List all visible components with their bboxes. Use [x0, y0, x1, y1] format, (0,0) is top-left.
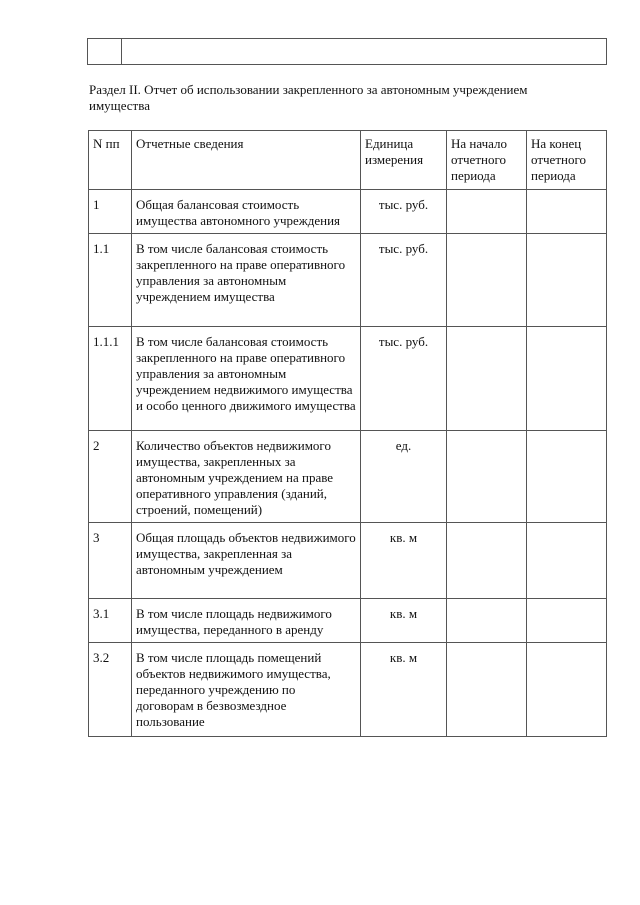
row-num: 3	[89, 523, 132, 599]
row-description: В том числе площадь помещений объектов недвижимого имущества, переданного учреждению по договорам в безвозмездное пользование	[132, 643, 361, 737]
header-description: Отчетные сведения	[132, 131, 361, 190]
row-value-start	[447, 431, 527, 523]
row-description: Количество объектов недвижимого имущества, закрепленных за автономным учреждением на праве оперативного управления (зданий, строений, помещений)	[132, 431, 361, 523]
row-unit: тыс. руб.	[361, 234, 447, 327]
header-period-start: На начало отчетного периода	[447, 131, 527, 190]
table-row	[89, 431, 607, 523]
row-num: 2	[89, 431, 132, 523]
row-unit: кв. м	[361, 599, 447, 643]
row-value-end	[527, 234, 607, 327]
row-unit: кв. м	[361, 643, 447, 737]
row-unit: ед.	[361, 431, 447, 523]
header-unit: Единица измерения	[361, 131, 447, 190]
report-table	[88, 130, 607, 737]
row-unit: кв. м	[361, 523, 447, 599]
table-row	[89, 523, 607, 599]
row-value-end	[527, 431, 607, 523]
row-value-end	[527, 599, 607, 643]
row-value-end	[527, 523, 607, 599]
table-row	[89, 643, 607, 737]
row-value-start	[447, 643, 527, 737]
header-num: N пп	[89, 131, 132, 190]
row-value-start	[447, 523, 527, 599]
table-row	[89, 234, 607, 327]
row-description: Общая площадь объектов недвижимого имущества, закрепленная за автономным учреждением	[132, 523, 361, 599]
row-num: 1.1	[89, 234, 132, 327]
row-num: 3.1	[89, 599, 132, 643]
row-value-start	[447, 234, 527, 327]
top-table-fragment	[87, 38, 607, 65]
row-unit: тыс. руб.	[361, 190, 447, 234]
header-period-end: На конец отчетного периода	[527, 131, 607, 190]
table-row	[89, 599, 607, 643]
row-description: В том числе площадь недвижимого имущества, переданного в аренду	[132, 599, 361, 643]
header-row	[89, 131, 607, 190]
row-value-end	[527, 327, 607, 431]
row-description: В том числе балансовая стоимость закрепленного на праве оперативного управления за автономным учреждением недвижимого имущества и особо ценного движимого имущества	[132, 327, 361, 431]
row-value-end	[527, 190, 607, 234]
row-value-start	[447, 599, 527, 643]
table-row	[89, 190, 607, 234]
row-num: 3.2	[89, 643, 132, 737]
row-value-start	[447, 190, 527, 234]
row-description: В том числе балансовая стоимость закрепленного на праве оперативного управления за автономным учреждением имущества	[132, 234, 361, 327]
row-num: 1.1.1	[89, 327, 132, 431]
top-table-divider	[121, 39, 122, 64]
row-num: 1	[89, 190, 132, 234]
row-value-start	[447, 327, 527, 431]
section-title: Раздел II. Отчет об использовании закрепленного за автономным учреждением имущества	[89, 82, 528, 113]
row-value-end	[527, 643, 607, 737]
row-unit: тыс. руб.	[361, 327, 447, 431]
table-row	[89, 327, 607, 431]
row-description: Общая балансовая стоимость имущества автономного учреждения	[132, 190, 361, 234]
